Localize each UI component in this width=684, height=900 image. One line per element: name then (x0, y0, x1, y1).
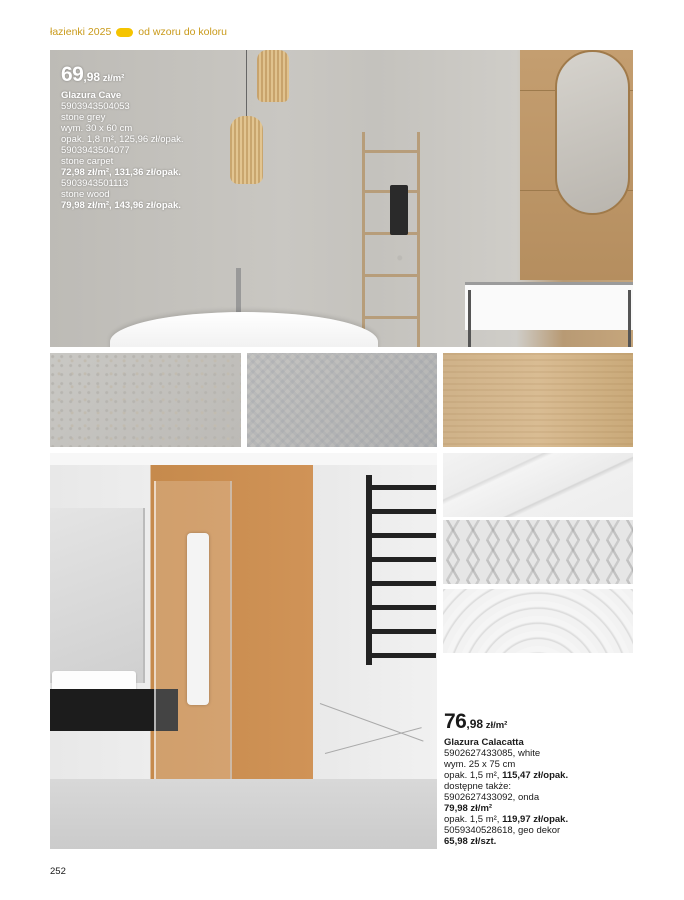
towel-radiator (366, 475, 436, 665)
tile-swatch-calacatta-white (443, 453, 633, 517)
header-subtitle: od wzoru do koloru (138, 26, 228, 38)
cave-wood-ean: 5903943501113 (61, 178, 129, 189)
calacatta-product-name: Glazura Calacatta (444, 737, 524, 748)
calacatta-price-block (444, 710, 568, 847)
washbasin (465, 282, 633, 330)
cave-line: stone carpet (61, 156, 114, 167)
round-mirror (555, 50, 630, 215)
washbasin-leg (468, 290, 471, 347)
cave-price (61, 63, 184, 90)
calacatta-onda-pack: opak. 1,5 m², (444, 814, 503, 825)
tile-swatch-geo-dekor (443, 520, 633, 584)
calacatta-price-dec: ,98 (466, 717, 484, 731)
section-header (50, 25, 227, 39)
towel-ladder (362, 132, 420, 347)
cave-wood-price: 79,98 zł/m², 143,96 zł/opak. (61, 200, 181, 211)
cave-price-dec: ,98 (83, 70, 101, 84)
cave-wood-name: stone wood (61, 189, 110, 200)
tile-swatch-onda (443, 589, 633, 653)
washbasin-leg (628, 290, 631, 347)
wall-mirror (50, 508, 145, 683)
calacatta-line (444, 770, 568, 781)
bathtub (110, 312, 378, 347)
calacatta-price (444, 710, 568, 737)
calacatta-price-int: 76 (444, 710, 467, 733)
marble-vein (320, 703, 424, 742)
cave-price-int: 69 (61, 63, 84, 86)
header-category: łazienki 2025 (50, 26, 112, 38)
towel (390, 185, 408, 235)
calacatta-onda-pack-price: 119,97 zł/opak. (502, 814, 569, 825)
header-pill-icon (116, 28, 133, 37)
calacatta-pack: opak. 1,5 m², (444, 770, 503, 781)
cave-line: 5903943504077 (61, 145, 130, 156)
calacatta-geo-price: 65,98 zł/szt. (444, 836, 497, 847)
cave-carpet-price: 72,98 zł/m², 131,36 zł/opak. (61, 167, 181, 178)
pendant-cord (246, 50, 247, 116)
pendant-lamp (230, 116, 263, 184)
pendant-lamp (257, 50, 289, 102)
bath-faucet (236, 268, 241, 314)
calacatta-line (444, 814, 568, 825)
page-number: 252 (50, 866, 66, 877)
shower-bathroom-photo (50, 453, 437, 849)
calacatta-pack-price: 115,47 zł/opak. (502, 770, 569, 781)
marble-vein (325, 727, 422, 754)
calacatta-line: 5059340528618, geo dekor (444, 825, 561, 836)
cave-line: stone grey (61, 112, 106, 123)
ceiling (50, 453, 437, 465)
cave-product-name: Glazura Cave (61, 90, 122, 101)
tile-swatch-stone-grey (50, 353, 241, 447)
cave-price-block (61, 63, 184, 211)
cave-line: wym. 30 x 60 cm (61, 123, 133, 134)
calacatta-price-unit: zł/m² (485, 720, 508, 731)
cave-price-unit: zł/m² (102, 73, 125, 84)
tile-swatch-stone-carpet (247, 353, 437, 447)
cave-line: 5903943504053 (61, 101, 130, 112)
calacatta-onda-price: 79,98 zł/m² (444, 803, 493, 814)
floor (50, 779, 437, 849)
calacatta-line: dostępne także: (444, 781, 512, 792)
calacatta-line: wym. 25 x 75 cm (444, 759, 516, 770)
calacatta-line: 5902627433092, onda (444, 792, 540, 803)
calacatta-line: 5902627433085, white (444, 748, 541, 759)
hero-bathroom-photo (50, 50, 633, 347)
tile-swatch-stone-wood (443, 353, 633, 447)
shower-panel (187, 533, 209, 705)
cave-line: opak. 1,8 m², 125,96 zł/opak. (61, 134, 184, 145)
